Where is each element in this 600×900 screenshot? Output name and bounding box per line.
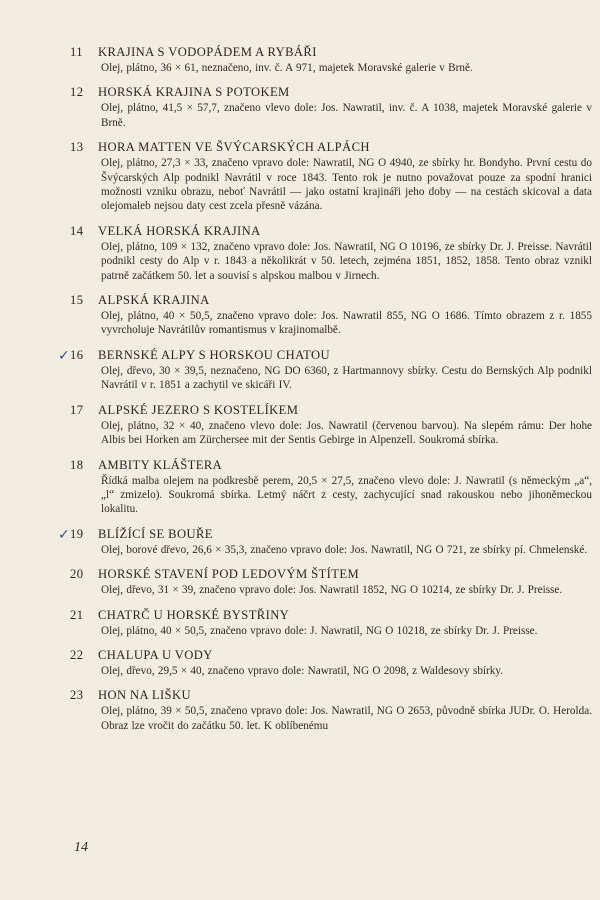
entry-title: VELKÁ HORSKÁ KRAJINA xyxy=(98,223,261,238)
entry-title: BERNSKÉ ALPY S HORSKOU CHATOU xyxy=(98,347,331,362)
check-mark-icon: ✓ xyxy=(58,347,70,364)
entry-description: Olej, plátno, 32 × 40, značeno vlevo dole: Jos. Nawratil (červenou barvou). Na slepém rámu: Der hohe Albis bei Horken am Zürchersee mit der Sentis Gebirge in Alpenzell. Soukromá sbírka. xyxy=(101,419,592,447)
entry-number: 11 xyxy=(70,45,83,59)
entry-description: Olej, plátno, 40 × 50,5, značeno vpravo dole: Jos. Nawratil 855, NG O 1686. Tímto obrazem z r. 1855 vyvrcholuje Navrátilův romantismus v krajinomalbě. xyxy=(101,310,592,337)
entry-number: 19 xyxy=(70,526,84,541)
entry-title: CHATRČ U HORSKÉ BYSTŘINY xyxy=(98,607,290,622)
entry-heading xyxy=(70,526,592,543)
entry-heading xyxy=(70,607,592,624)
entry-description: Olej, dřevo, 30 × 39,5, neznačeno, NG DO 6360, z Hartmannovy sbírky. Cestu do Bernských Alp podnikl Navrátil v r. 1851 a zachytil ve skicáři IV. xyxy=(101,364,592,392)
entry-heading xyxy=(70,84,592,101)
entry-description: Olej, plátno, 41,5 × 57,7, značeno vlevo dole: Jos. Nawratil, inv. č. A 1038, majetek Moravské galerie v Brně. xyxy=(101,102,592,129)
catalog-entry xyxy=(70,44,592,75)
entry-title: AMBITY KLÁŠTERA xyxy=(98,457,223,472)
catalog-entry xyxy=(70,402,592,448)
entry-description: Olej, plátno, 36 × 61, neznačeno, inv. č. A 971, majetek Moravské galerie v Brně. xyxy=(101,62,473,74)
entry-heading xyxy=(70,292,592,309)
entry-number: 14 xyxy=(70,223,84,238)
entry-number: 15 xyxy=(70,293,84,308)
catalog-entry xyxy=(70,84,592,130)
entry-title: ALPSKÉ JEZERO S KOSTELÍKEM xyxy=(98,402,299,417)
entry-number: 23 xyxy=(70,688,84,703)
check-mark-icon: ✓ xyxy=(58,526,70,543)
entry-title: HON NA LIŠKU xyxy=(98,688,191,703)
entry-number: 17 xyxy=(70,402,84,417)
entry-description: Olej, dřevo, 31 × 39, značeno vpravo dole: Jos. Nawratil 1852, NG O 10214, ze sbírky Dr. J. Preisse. xyxy=(101,584,563,597)
entry-number: 13 xyxy=(70,140,84,155)
catalog-entry xyxy=(70,139,592,214)
entry-title: BLÍŽÍCÍ SE BOUŘE xyxy=(98,526,213,541)
entry-description: Olej, plátno, 109 × 132, značeno vpravo dole: Jos. Nawratil, NG O 10196, ze sbírky Dr. J. Preisse. Navrátil podnikl cesty do Alp v r. 1843 a několikrát v 50. letech, zejména 1851, 1852, 1858. Tento obraz vznikl patrně začátkem 50. let a souvisí s alpskou malbou v Jirnech. xyxy=(101,240,592,282)
entry-heading xyxy=(70,139,592,156)
entry-number: 12 xyxy=(70,85,84,100)
entry-description: Olej, dřevo, 29,5 × 40, značeno vpravo dole: Nawratil, NG O 2098, z Waldesovy sbírky. xyxy=(101,664,504,677)
entry-title: HORA MATTEN VE ŠVÝCARSKÝCH ALPÁCH xyxy=(98,140,370,155)
entry-number: 22 xyxy=(70,647,84,662)
catalog-entry xyxy=(70,566,592,597)
entry-heading xyxy=(70,687,592,704)
entry-heading xyxy=(70,402,592,419)
entry-number: 20 xyxy=(70,567,84,582)
entry-description: Olej, borové dřevo, 26,6 × 35,3, značeno vpravo dole: Jos. Nawratil, NG O 721, ze sbírky pí. Chmelenské. xyxy=(101,543,588,556)
entry-number: 16 xyxy=(70,347,84,362)
entry-description: Olej, plátno, 40 × 50,5, značeno vpravo dole: J. Nawratil, NG O 10218, ze sbírky Dr. J. Preisse. xyxy=(101,624,538,637)
entry-heading xyxy=(70,647,592,664)
entry-number: 18 xyxy=(70,457,84,472)
entry-heading xyxy=(70,223,592,240)
entry-title: CHALUPA U VODY xyxy=(98,647,213,662)
catalog-entry xyxy=(70,223,592,283)
page-number: 14 xyxy=(74,840,88,855)
entry-description: Olej, plátno, 39 × 50,5, značeno vpravo dole: Jos. Nawratil, NG O 2653, původně sbírka JUDr. O. Herolda. Obraz lze vročit do začátku 50. let. K oblíbenému xyxy=(101,705,592,732)
catalog-entry xyxy=(58,526,592,557)
entry-number: 21 xyxy=(70,607,84,622)
entry-heading xyxy=(70,44,592,61)
catalog-entry xyxy=(70,647,592,678)
entry-heading xyxy=(70,347,592,364)
entry-title: KRAJINA S VODOPÁDEM A RYBÁŘI xyxy=(98,45,317,59)
entry-title: HORSKÁ KRAJINA S POTOKEM xyxy=(98,85,290,100)
catalog-entry xyxy=(70,687,592,733)
entry-description: Řídká malba olejem na podkresbě perem, 20,5 × 27,5, značeno vlevo dole: J. Nawratil (s německým „a“, „l“ zmizelo). Soukromá sbírka. Letmý náčrt z cesty, zachycující snad rakouskou nebo jihoněmeckou lokalitu. xyxy=(101,474,592,516)
catalog-entries xyxy=(58,44,592,742)
entry-title: ALPSKÁ KRAJINA xyxy=(98,293,210,308)
entry-heading xyxy=(70,457,592,474)
entry-heading xyxy=(70,566,592,583)
catalog-entry xyxy=(70,607,592,638)
entry-title: HORSKÉ STAVENÍ POD LEDOVÝM ŠTÍTEM xyxy=(98,567,360,582)
entry-description: Olej, plátno, 27,3 × 33, značeno vpravo dole: Nawratil, NG O 4940, ze sbírky hr. Bondyho. První cestu do Švýcarských Alp podnikl Navrátil v roce 1843. Tento rok je nutno považovat pouze za spodní hranici možnosti vzniku obrazu, neboť Navrátil — jako ostatní krajináři jeho doby — na cestách skicoval a data olejomaleb nejsou daty cest zcela přesně vázána. xyxy=(101,157,592,213)
catalog-entry xyxy=(70,457,592,517)
catalog-entry xyxy=(58,347,592,393)
catalog-entry xyxy=(70,292,592,338)
